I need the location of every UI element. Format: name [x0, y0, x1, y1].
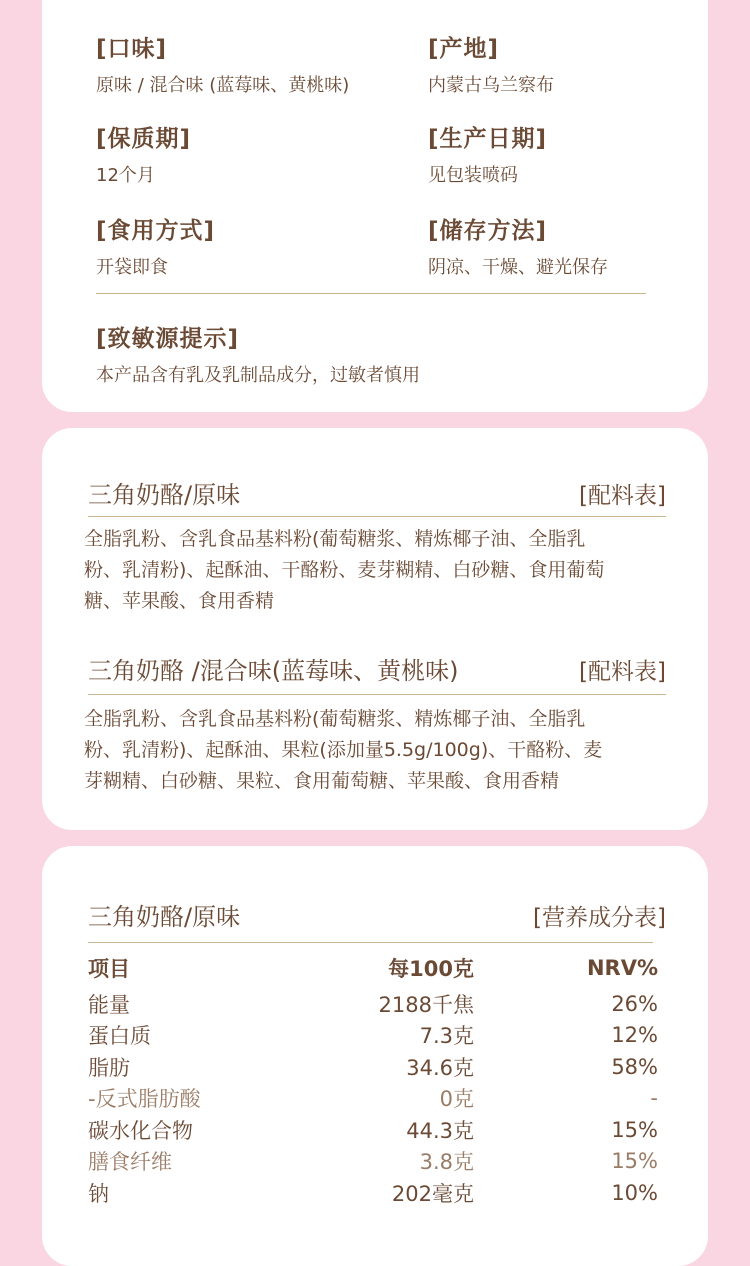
table-row — [88, 1146, 658, 1178]
section-tag: [营养成分表] — [533, 905, 666, 931]
table-row — [88, 1114, 658, 1146]
info-value: 开袋即食 — [96, 257, 168, 278]
nutrient-nrv: 12% — [611, 1023, 658, 1048]
nutrient-amount: 7.3克 — [419, 1024, 474, 1049]
info-production-date — [428, 120, 728, 187]
section-divider — [88, 942, 653, 943]
ingredients-line: 粉、乳清粉)、起酥油、果粒(添加量5.5g/100g)、干酪粉、麦 — [84, 739, 603, 761]
info-value: 见包装喷码 — [428, 165, 518, 186]
nutrient-name: 钠 — [88, 1181, 109, 1206]
nutrient-name: 膳食纤维 — [88, 1150, 172, 1175]
nutrition-table — [88, 948, 658, 1209]
nutrient-nrv: 26% — [611, 991, 658, 1016]
section-title: 三角奶酪/原味 — [88, 903, 241, 931]
nutrient-name: 脂肪 — [88, 1055, 130, 1080]
info-usage — [96, 212, 396, 279]
nutrition-header-row — [88, 948, 658, 988]
ingredients-line: 全脂乳粉、含乳食品基料粉(葡萄糖浆、精炼椰子油、全脂乳 — [84, 528, 586, 550]
info-label: [口味] — [96, 36, 168, 62]
section-title: 三角奶酪/原味 — [88, 481, 241, 509]
info-origin — [428, 30, 728, 97]
info-divider — [96, 293, 646, 294]
nutrient-nrv: 10% — [611, 1180, 658, 1205]
info-value: 阴凉、干燥、避光保存 — [428, 257, 608, 278]
info-value: 12个月 — [96, 165, 155, 186]
info-storage — [428, 212, 728, 279]
ingredients-card — [42, 428, 708, 830]
info-value: 本产品含有乳及乳制品成分，过敏者慎用 — [96, 365, 420, 386]
header-item: 项目 — [88, 957, 130, 981]
section-title: 三角奶酪 /混合味(蓝莓味、黄桃味) — [88, 657, 459, 685]
section-tag: [配料表] — [579, 483, 666, 509]
ingredients-line: 粉、乳清粉)、起酥油、干酪粉、麦芽糊精、白砂糖、食用葡萄 — [84, 559, 605, 581]
nutrient-amount: 34.6克 — [406, 1055, 474, 1080]
nutrient-amount: 44.3克 — [406, 1118, 474, 1143]
info-value: 内蒙古乌兰察布 — [428, 75, 554, 96]
nutrient-nrv: - — [650, 1086, 658, 1111]
product-info-card — [42, 0, 708, 412]
nutrition-card — [42, 846, 708, 1266]
table-row — [88, 1051, 658, 1083]
nutrient-name: -反式脂肪酸 — [88, 1087, 201, 1112]
ingredients-line: 全脂乳粉、含乳食品基料粉(葡萄糖浆、精炼椰子油、全脂乳 — [84, 708, 586, 730]
info-value: 原味 / 混合味 (蓝莓味、黄桃味) — [96, 75, 350, 96]
nutrient-nrv: 15% — [611, 1117, 658, 1142]
table-row — [88, 1020, 658, 1052]
info-label: [生产日期] — [428, 126, 548, 152]
table-row — [88, 1177, 658, 1209]
nutrient-nrv: 58% — [611, 1054, 658, 1079]
info-label: [致敏源提示] — [96, 326, 240, 352]
nutrient-amount: 3.8克 — [419, 1150, 474, 1175]
header-per100g: 每100克 — [388, 957, 474, 981]
nutrient-name: 蛋白质 — [88, 1024, 151, 1049]
nutrient-amount: 202毫克 — [391, 1181, 474, 1206]
nutrient-name: 碳水化合物 — [88, 1118, 193, 1143]
nutrient-name: 能量 — [88, 992, 130, 1017]
section-divider — [88, 516, 666, 517]
info-label: [保质期] — [96, 126, 192, 152]
info-flavor — [96, 30, 396, 97]
ingredients-header-original — [88, 474, 666, 510]
ingredients-line: 糖、苹果酸、食用香精 — [84, 590, 275, 612]
ingredients-line: 芽糊精、白砂糖、果粒、食用葡萄糖、苹果酸、食用香精 — [84, 770, 560, 792]
nutrition-header — [88, 896, 666, 932]
header-nrv: NRV% — [586, 956, 658, 980]
info-label: [食用方式] — [96, 218, 216, 244]
ingredients-header-mixed — [88, 650, 666, 686]
nutrient-amount: 2188千焦 — [378, 992, 474, 1017]
table-row — [88, 988, 658, 1020]
section-divider — [88, 694, 666, 695]
info-label: [产地] — [428, 36, 500, 62]
ingredients-text-mixed — [84, 704, 674, 797]
info-shelf-life — [96, 120, 396, 187]
nutrient-amount: 0克 — [439, 1087, 474, 1112]
info-label: [储存方法] — [428, 218, 548, 244]
nutrient-nrv: 15% — [611, 1149, 658, 1174]
section-tag: [配料表] — [579, 659, 666, 685]
info-allergy — [96, 320, 656, 387]
table-row — [88, 1083, 658, 1115]
ingredients-text-original — [84, 524, 674, 617]
